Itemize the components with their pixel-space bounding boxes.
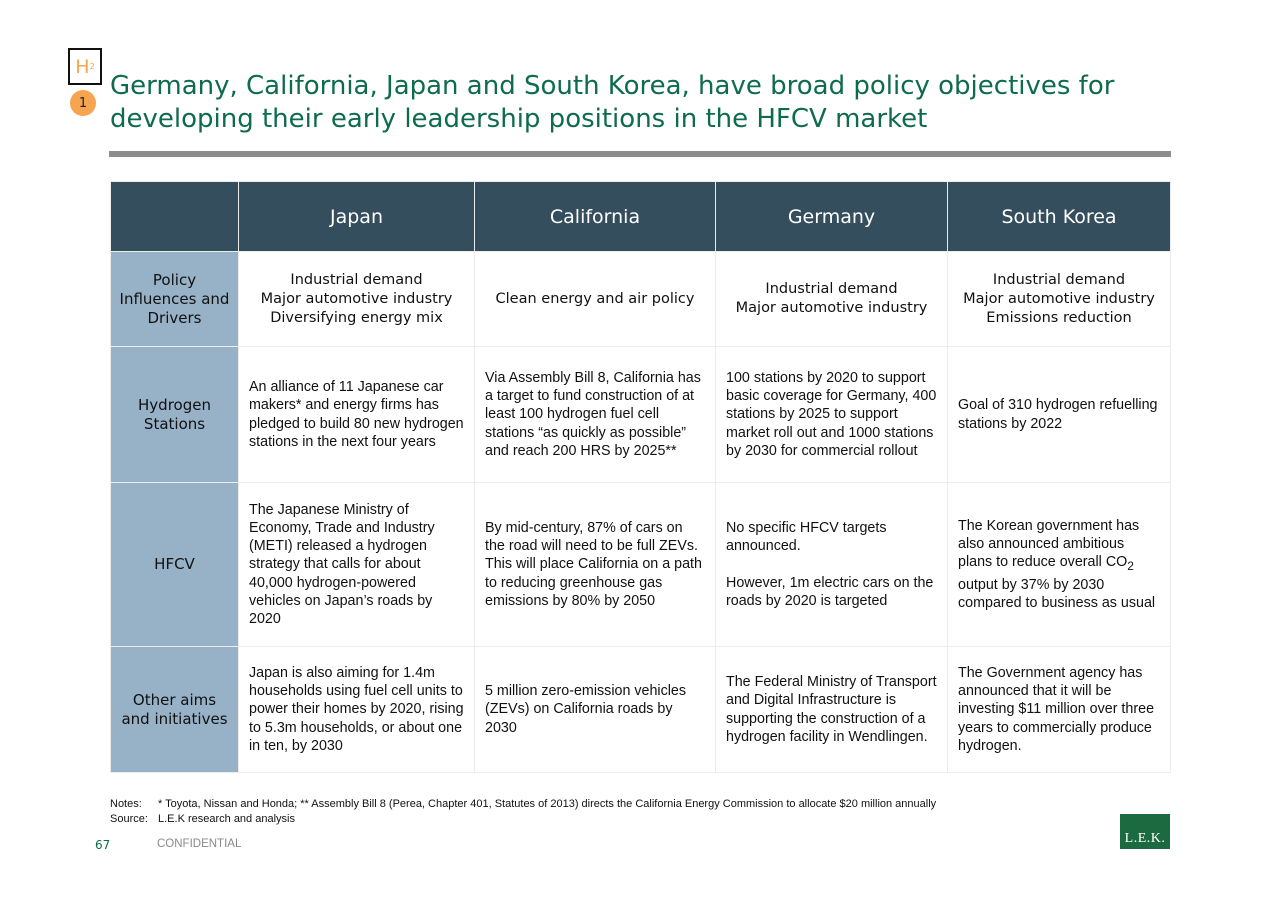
- table-header-row: [111, 182, 1171, 252]
- cell-south-korea-hfcv: [948, 483, 1171, 647]
- section-number-badge: 1: [70, 90, 96, 116]
- page-title: Germany, California, Japan and South Korea, have broad policy objectives for developing their early leadership positions in the HFCV market: [110, 71, 1115, 134]
- cell-paragraph: No specific HFCV targets announced.: [726, 520, 887, 555]
- cell-south-korea-policy: [948, 252, 1171, 347]
- lek-logo: L.E.K.: [1120, 814, 1170, 849]
- policy-comparison-table: [110, 181, 1171, 773]
- cell-california-stations: Via Assembly Bill 8, California has a target to fund construction of at least 100 hydrogen fuel cell stations “as quickly as possible” and reach 200 HRS by 2025**: [475, 347, 716, 483]
- cell-text-after: output by 37% by 2030 compared to business as usual: [958, 576, 1156, 611]
- cell-paragraph: However, 1m electric cars on the roads by 2020 is targeted: [726, 574, 934, 609]
- source-text: L.E.K research and analysis: [158, 812, 295, 825]
- cell-text-before: The Korean government has also announced ambitious plans to reduce overall CO: [958, 518, 1140, 571]
- h2-logo-icon: [68, 48, 102, 85]
- cell-germany-other: The Federal Ministry of Transport and Digital Infrastructure is supporting the construction of a hydrogen facility in Wendlingen.: [716, 647, 948, 773]
- cell-line: Clean energy and air policy: [495, 290, 695, 307]
- column-header-japan: Japan: [239, 182, 475, 252]
- table-row-other-aims: [111, 647, 1171, 773]
- table-row-policy-drivers: [111, 252, 1171, 347]
- cell-california-hfcv: By mid-century, 87% of cars on the road will need to be full ZEVs. This will place California on a path to reducing greenhouse gas emissions by 80% by 2050: [475, 483, 716, 647]
- row-header-hfcv: HFCV: [111, 483, 239, 647]
- cell-japan-hfcv: The Japanese Ministry of Economy, Trade and Industry (METI) released a hydrogen strategy that calls for about 40,000 hydrogen-powered vehicles on Japan’s roads by 2020: [239, 483, 475, 647]
- cell-california-other: 5 million zero-emission vehicles (ZEVs) on California roads by 2030: [475, 647, 716, 773]
- row-header-policy-drivers: Policy Influences and Drivers: [111, 252, 239, 347]
- cell-line: Major automotive industry: [735, 300, 928, 316]
- table-row-hydrogen-stations: [111, 347, 1171, 483]
- co2-subscript: 2: [1127, 559, 1134, 574]
- cell-line: Industrial demand: [290, 271, 423, 288]
- cell-line: Major automotive industry: [963, 290, 1155, 307]
- cell-line: Industrial demand: [992, 271, 1126, 288]
- cell-south-korea-other: The Government agency has announced that it will be investing $11 million over three years to commercially produce hydrogen.: [948, 647, 1171, 773]
- column-header-germany: Germany: [716, 182, 948, 252]
- cell-california-policy: [475, 252, 716, 347]
- cell-line: Diversifying energy mix: [270, 309, 443, 326]
- notes-text: * Toyota, Nissan and Honda; ** Assembly Bill 8 (Perea, Chapter 401, Statutes of 2013) directs the California Energy Commission to allocate $20 million annually: [158, 798, 937, 810]
- column-header-south-korea: South Korea: [948, 182, 1171, 252]
- row-header-other-aims: Other aims and initiatives: [111, 647, 239, 773]
- cell-japan-stations: An alliance of 11 Japanese car makers* and energy firms has pledged to build 80 new hydrogen stations in the next four years: [239, 347, 475, 483]
- page-number: 67: [95, 838, 111, 852]
- cell-japan-policy: [239, 252, 475, 347]
- title-divider: [109, 151, 1171, 157]
- cell-line: Emissions reduction: [986, 309, 1132, 326]
- row-header-hydrogen-stations: Hydrogen Stations: [111, 347, 239, 483]
- source-label: Source:: [110, 812, 148, 825]
- table-row-hfcv: [111, 483, 1171, 647]
- column-header-california: California: [475, 182, 716, 252]
- cell-germany-stations: 100 stations by 2020 to support basic coverage for Germany, 400 stations by 2025 to support market roll out and 1000 stations by 2030 for commercial rollout: [716, 347, 948, 483]
- table-corner-cell: [111, 182, 239, 252]
- confidential-label: CONFIDENTIAL: [157, 838, 242, 850]
- logo-main-text: H: [75, 55, 90, 78]
- cell-south-korea-stations: Goal of 310 hydrogen refuelling stations by 2022: [948, 347, 1171, 483]
- cell-germany-hfcv: [716, 483, 948, 647]
- logo-sub-text: 2: [89, 62, 95, 71]
- source-line: [110, 812, 1110, 827]
- cell-line: Industrial demand: [765, 281, 898, 297]
- notes-line: [110, 797, 1110, 812]
- paragraph-gap: [726, 556, 937, 574]
- cell-germany-policy: [716, 252, 948, 347]
- footnotes: [110, 797, 1110, 826]
- notes-label: Notes:: [110, 798, 142, 810]
- cell-japan-other: Japan is also aiming for 1.4m households using fuel cell units to power their homes by 2020, rising to 5.3m households, or about one in ten, by 2030: [239, 647, 475, 773]
- cell-line: Major automotive industry: [260, 290, 453, 307]
